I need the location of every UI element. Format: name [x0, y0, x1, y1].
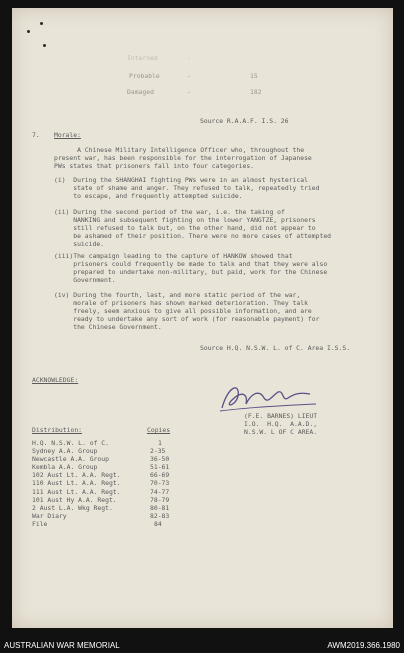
source-line: Source R.A.A.F. I.S. 26 — [200, 117, 289, 125]
stat-dash: - — [187, 72, 191, 80]
list-item: 101 Aust Hy A.A. Regt. 78-79 — [32, 495, 170, 504]
list-item: 111 Aust Lt. A.A. Regt. 74-77 — [32, 487, 170, 496]
copies-header: Copies — [147, 426, 171, 434]
stat-label-interned: Interned — [127, 54, 158, 62]
signature-rank: I.O. H.Q. A.A.D., — [244, 420, 318, 428]
acknowledge-label: ACKNOWLEDGE: — [32, 376, 79, 384]
paragraph-1: (i) During the SHANGHAI fighting PWs were in an almost hysterical state of shame and anger. They refused to talk, repeatedly tried to escape, and frequently attempted suicide. — [54, 176, 320, 201]
list-item: File 84 — [32, 519, 162, 528]
paragraph-4: (iv) During the fourth, last, and more static period of the war, morale of prisoners has shown marked deterioration. They talk freely, seem anxious to give all possible information, and are ready to undertake any sort of work (for reasonable payment) for the Chinese Government. — [54, 291, 320, 332]
footer-institution: AUSTRALIAN WAR MEMORIAL — [4, 641, 120, 650]
list-item: Kembla A.A. Group 51-61 — [32, 463, 170, 472]
section-title: Morale: — [54, 131, 81, 139]
footer-bar — [0, 638, 404, 653]
list-item: War Diary 82-83 — [32, 511, 170, 520]
signature-unit: N.S.W. L OF C AREA. — [244, 428, 318, 436]
signature-name: (F.E. BARNES) LIEUT — [244, 412, 318, 420]
section-number: 7. — [32, 131, 40, 139]
footer-accession-number: AWM2019.366.1980 — [327, 641, 400, 650]
paragraph-2: (ii) During the second period of the war, i.e. the taking of NANKING and subsequent fighting on the lower YANGTZE, prisoners still refused to talk but, on the other hand, did not appear to be ashamed of their position. There were no more cases of attempted suicide. — [54, 208, 332, 249]
stat-label-damaged: Damaged — [127, 88, 154, 96]
stat-dash: - — [187, 88, 191, 96]
punch-hole — [40, 22, 43, 25]
stat-dash: - — [187, 54, 191, 62]
list-item: Newcastle A.A. Group 36-50 — [32, 455, 170, 464]
punch-hole — [27, 30, 30, 33]
punch-hole — [43, 44, 46, 47]
stat-label-probable: Probable — [129, 72, 160, 80]
list-item: 110 Aust Lt. A.A. Regt. 70-73 — [32, 479, 170, 488]
stat-value: 182 — [250, 88, 262, 96]
list-item: Sydney A.A. Group 2-35 — [32, 447, 166, 456]
paragraph-3: (iii)The campaign leading to the capture of HANKOW showed that prisoners could frequently be made to talk and that they were also prepared to undertake non-military, but paid, work for the Chinese Government. — [54, 252, 328, 285]
list-item: 102 Aust Lt. A.A. Regt. 66-69 — [32, 471, 170, 480]
document-page — [12, 8, 393, 628]
list-item: H.Q. N.S.W. L. of C. 1 — [32, 439, 162, 447]
distribution-list — [32, 439, 170, 528]
source-line: Source H.Q. N.S.W. L. of C. Area I.S.S. — [200, 344, 351, 352]
stat-value: 15 — [250, 72, 258, 80]
list-item: 2 Aust L.A. Wkg Regt. 80-81 — [32, 503, 170, 512]
paragraph-intro: A Chinese Military Intelligence Officer who, throughout the present war, has been responsible for the interrogation of Japanese PWs states that prisoners fall into four categories. — [54, 146, 312, 171]
distribution-header: Distribution: — [32, 426, 83, 434]
